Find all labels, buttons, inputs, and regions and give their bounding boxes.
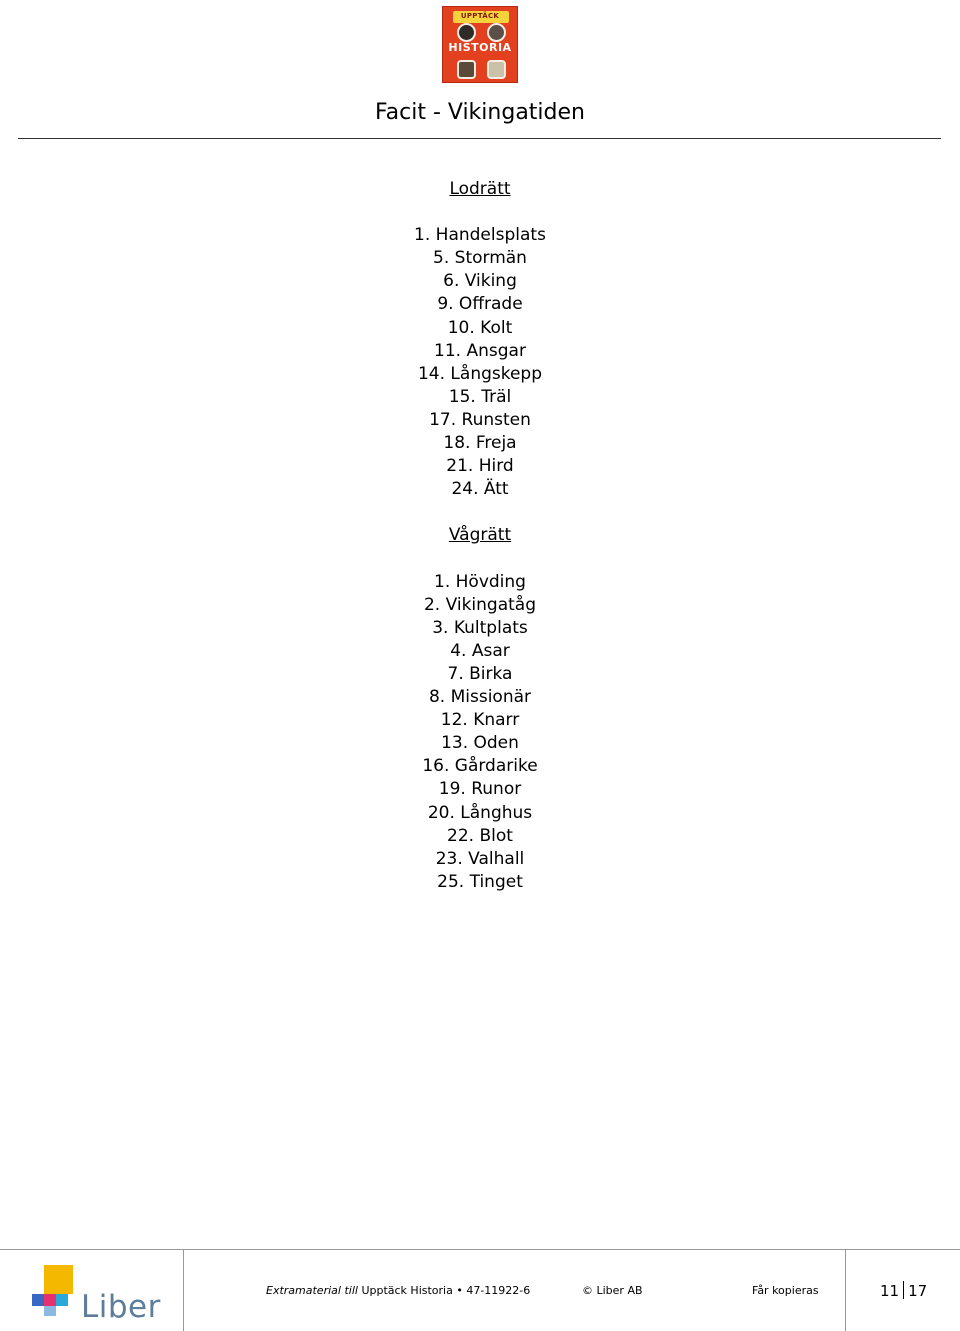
list-item: 10. Kolt [447, 317, 513, 338]
book-title: Upptäck Historia [361, 1284, 453, 1297]
answer-key [0, 178, 960, 894]
cover-brand: UPPTÄCK [460, 12, 500, 20]
spacer [0, 201, 960, 224]
cover-title: HISTORIA [448, 41, 512, 54]
footer-source [266, 1284, 530, 1297]
list-item: 7. Birka [447, 663, 513, 684]
section-heading-lodratt: Lodrätt [449, 179, 511, 199]
list-item: 24. Ätt [451, 479, 509, 500]
extramaterial-label: Extramaterial till [266, 1284, 358, 1297]
logo-square-icon [32, 1294, 44, 1306]
list-item: 8. Missionär [428, 687, 532, 708]
liber-logo [30, 1263, 161, 1325]
list-item: 11. Ansgar [434, 340, 526, 361]
cover-scene-photo [487, 60, 506, 79]
list-item: 21. Hird [446, 456, 514, 477]
cover-scene-photo [457, 60, 476, 79]
list-item: 1. Hövding [434, 571, 526, 592]
logo-square-icon [44, 1294, 56, 1306]
list-item: 22. Blot [447, 825, 513, 846]
logo-square-icon [44, 1306, 56, 1316]
list-item: 9. Offrade [437, 294, 523, 315]
list-item: 19. Runor [438, 779, 522, 800]
list-item: 25. Tinget [437, 871, 523, 892]
list-item: 18. Freja [443, 433, 517, 454]
list-item: 6. Viking [443, 271, 517, 292]
list-item: 2. Vikingatåg [423, 594, 537, 615]
logo-wordmark: Liber [81, 1289, 161, 1325]
page-total: 17 [908, 1282, 928, 1300]
page-number [880, 1281, 927, 1300]
section-heading-vagratt: Vågrätt [448, 525, 512, 546]
page-footer [0, 1249, 960, 1331]
spacer [0, 548, 960, 571]
list-item: 12. Knarr [440, 710, 520, 731]
list-item: 4. Asar [450, 640, 510, 661]
page-title: Facit - Vikingatiden [375, 100, 585, 125]
cover-portrait-photo [487, 23, 506, 42]
book-cover-thumbnail [442, 6, 518, 83]
title-divider [18, 138, 941, 139]
isbn: • 47-11922-6 [452, 1284, 531, 1297]
list-item: 3. Kultplats [432, 617, 528, 638]
list-item: 17. Runsten [429, 409, 531, 430]
vagratt-list [0, 571, 960, 894]
list-item: 20. Långhus [427, 802, 533, 823]
list-item: 15. Träl [448, 386, 512, 407]
list-item: 16. Gårdarike [422, 756, 538, 777]
list-item: 14. Långskepp [417, 363, 543, 384]
list-item: 5. Stormän [433, 248, 527, 269]
page-separator [903, 1281, 904, 1299]
spacer [0, 501, 960, 524]
lodratt-list [0, 224, 960, 501]
list-item: 13. Oden [441, 733, 519, 754]
logo-square-icon [56, 1294, 68, 1306]
cover-portrait-photo [457, 23, 476, 42]
logo-square-icon [44, 1265, 73, 1294]
list-item: 23. Valhall [435, 848, 525, 869]
list-item: 1. Handelsplats [414, 225, 546, 246]
footer-separator [845, 1249, 846, 1331]
footer-separator [183, 1249, 184, 1331]
page-current: 11 [880, 1282, 900, 1300]
footer-divider [0, 1249, 960, 1250]
copyright: © Liber AB [582, 1284, 643, 1297]
license-note: Får kopieras [752, 1284, 819, 1297]
